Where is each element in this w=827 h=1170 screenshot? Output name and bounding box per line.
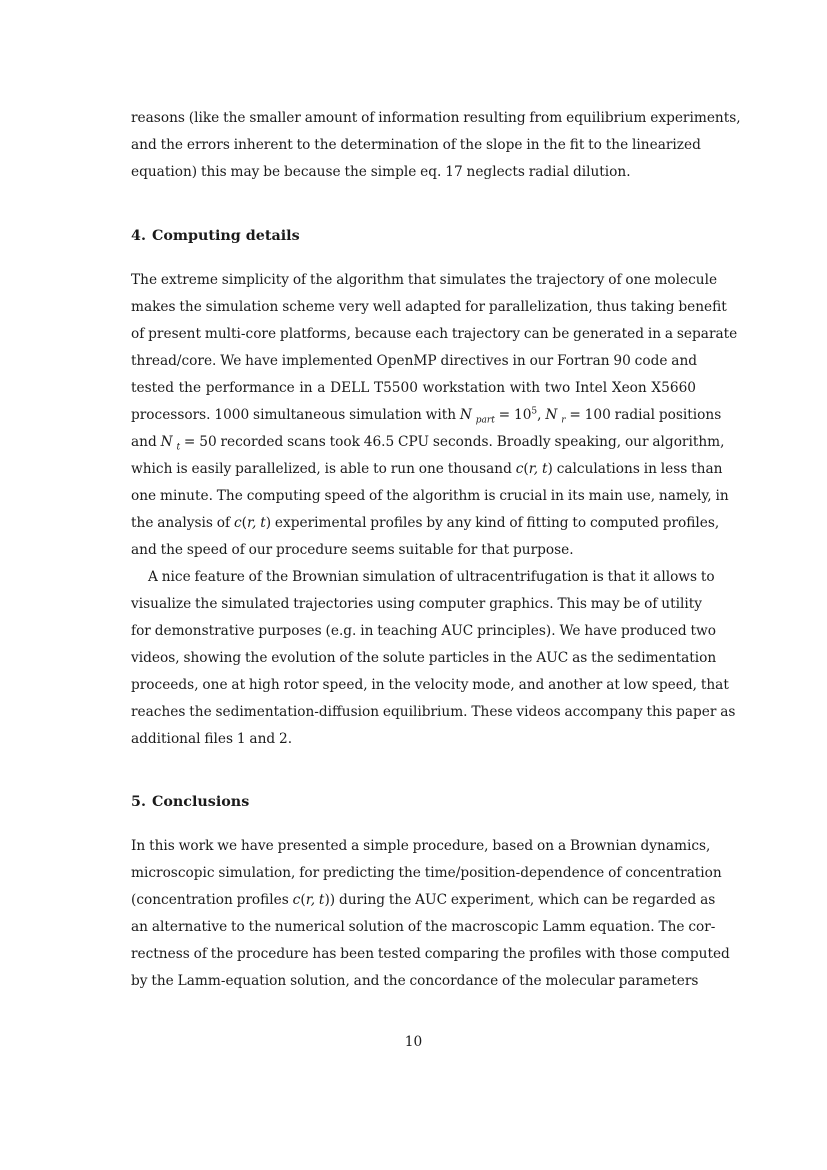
text-line: equation) this may be because the simple eq. 17 neglects radial dilution. <box>131 164 631 180</box>
text-run: = 10 <box>494 407 532 423</box>
math-var: c <box>515 461 524 477</box>
text-line <box>131 402 722 429</box>
math-args: r, t <box>246 515 266 531</box>
section-title: Conclusions <box>151 794 250 810</box>
text-line: The extreme simplicity of the algorithm that simulates the trajectory of one molecule <box>131 272 718 288</box>
section-number: 5. <box>131 794 146 810</box>
text-line: reasons (like the smaller amount of information resulting from equilibrium experiments, <box>131 110 741 126</box>
math-subscript: r <box>561 415 566 426</box>
math-var: c <box>233 515 242 531</box>
math-var: N <box>459 407 472 423</box>
text-line: one minute. The computing speed of the algorithm is crucial in its main use, namely, in <box>131 488 729 504</box>
text-line: an alternative to the numerical solution of the macroscopic Lamm equation. The cor- <box>131 919 716 935</box>
text-run: experimental profiles by any kind of fitting to computed profiles, <box>271 515 720 531</box>
math-args: r, t <box>305 892 325 908</box>
text-run: the analysis of <box>131 515 234 531</box>
text-line: the analysis of c(r, t) experimental profiles by any kind of fitting to computed profiles, <box>131 515 720 531</box>
text-line: In this work we have presented a simple procedure, based on a Brownian dynamics, <box>131 838 711 854</box>
math-superscript: 5 <box>531 406 538 417</box>
text-line: tested the performance in a DELL T5500 workstation with two Intel Xeon X5660 <box>131 380 696 396</box>
text-line: reaches the sedimentation-diffusion equilibrium. These videos accompany this paper as <box>131 704 736 720</box>
text-run: calculations in less than <box>552 461 723 477</box>
text-line: proceeds, one at high rotor speed, in the velocity mode, and another at low speed, that <box>131 677 729 693</box>
text-line: and the errors inherent to the determination of the slope in the fit to the linearized <box>131 137 701 153</box>
text-line: rectness of the procedure has been tested comparing the profiles with those computed <box>131 946 730 962</box>
text-run: processors. 1000 simultaneous simulation with <box>131 407 460 423</box>
math-subscript: t <box>176 442 181 453</box>
text-line: of present multi-core platforms, because each trajectory can be generated in a separate <box>131 326 738 342</box>
text-run: = 50 recorded scans took 46.5 CPU seconds. Broadly speaking, our algorithm, <box>180 434 725 450</box>
text-line: (concentration profiles c(r, t)) during the AUC experiment, which can be regarded as <box>131 892 716 908</box>
text-line: makes the simulation scheme very well adapted for parallelization, thus taking benefit <box>131 299 727 315</box>
page-number: 10 <box>404 1034 423 1050</box>
math-var: N <box>160 434 173 450</box>
text-run: (concentration profiles <box>131 892 293 908</box>
text-run: ) during the AUC experiment, which can be regarded as <box>329 892 716 908</box>
section-number: 4. <box>131 228 146 244</box>
text-line: for demonstrative purposes (e.g. in teaching AUC principles). We have produced two <box>131 623 716 639</box>
math-var: N <box>545 407 558 423</box>
text-line: by the Lamm-equation solution, and the concordance of the molecular parameters <box>131 973 699 989</box>
text-run: = 100 radial positions <box>565 407 722 423</box>
text-line: A nice feature of the Brownian simulation of ultracentrifugation is that it allows to <box>148 569 715 585</box>
text-run: which is easily parallelized, is able to run one thousand <box>131 461 516 477</box>
math-subscript: part <box>475 415 495 426</box>
text-run: and <box>131 434 161 450</box>
math-var: c <box>292 892 301 908</box>
text-line: videos, showing the evolution of the solute particles in the AUC as the sedimentation <box>131 650 717 666</box>
math-args: r, t <box>528 461 548 477</box>
text-line: and the speed of our procedure seems suitable for that purpose. <box>131 542 574 558</box>
text-line: thread/core. We have implemented OpenMP directives in our Fortran 90 code and <box>131 353 698 369</box>
section-title: Computing details <box>151 228 300 244</box>
text-line: additional files 1 and 2. <box>131 731 293 747</box>
text-line: which is easily parallelized, is able to run one thousand c(r, t) calculations in less than <box>131 461 723 477</box>
text-line: microscopic simulation, for predicting the time/position-dependence of concentration <box>131 865 722 881</box>
text-line <box>131 429 725 456</box>
text-line: visualize the simulated trajectories using computer graphics. This may be of utility <box>131 596 702 612</box>
text-run: , <box>537 407 546 423</box>
